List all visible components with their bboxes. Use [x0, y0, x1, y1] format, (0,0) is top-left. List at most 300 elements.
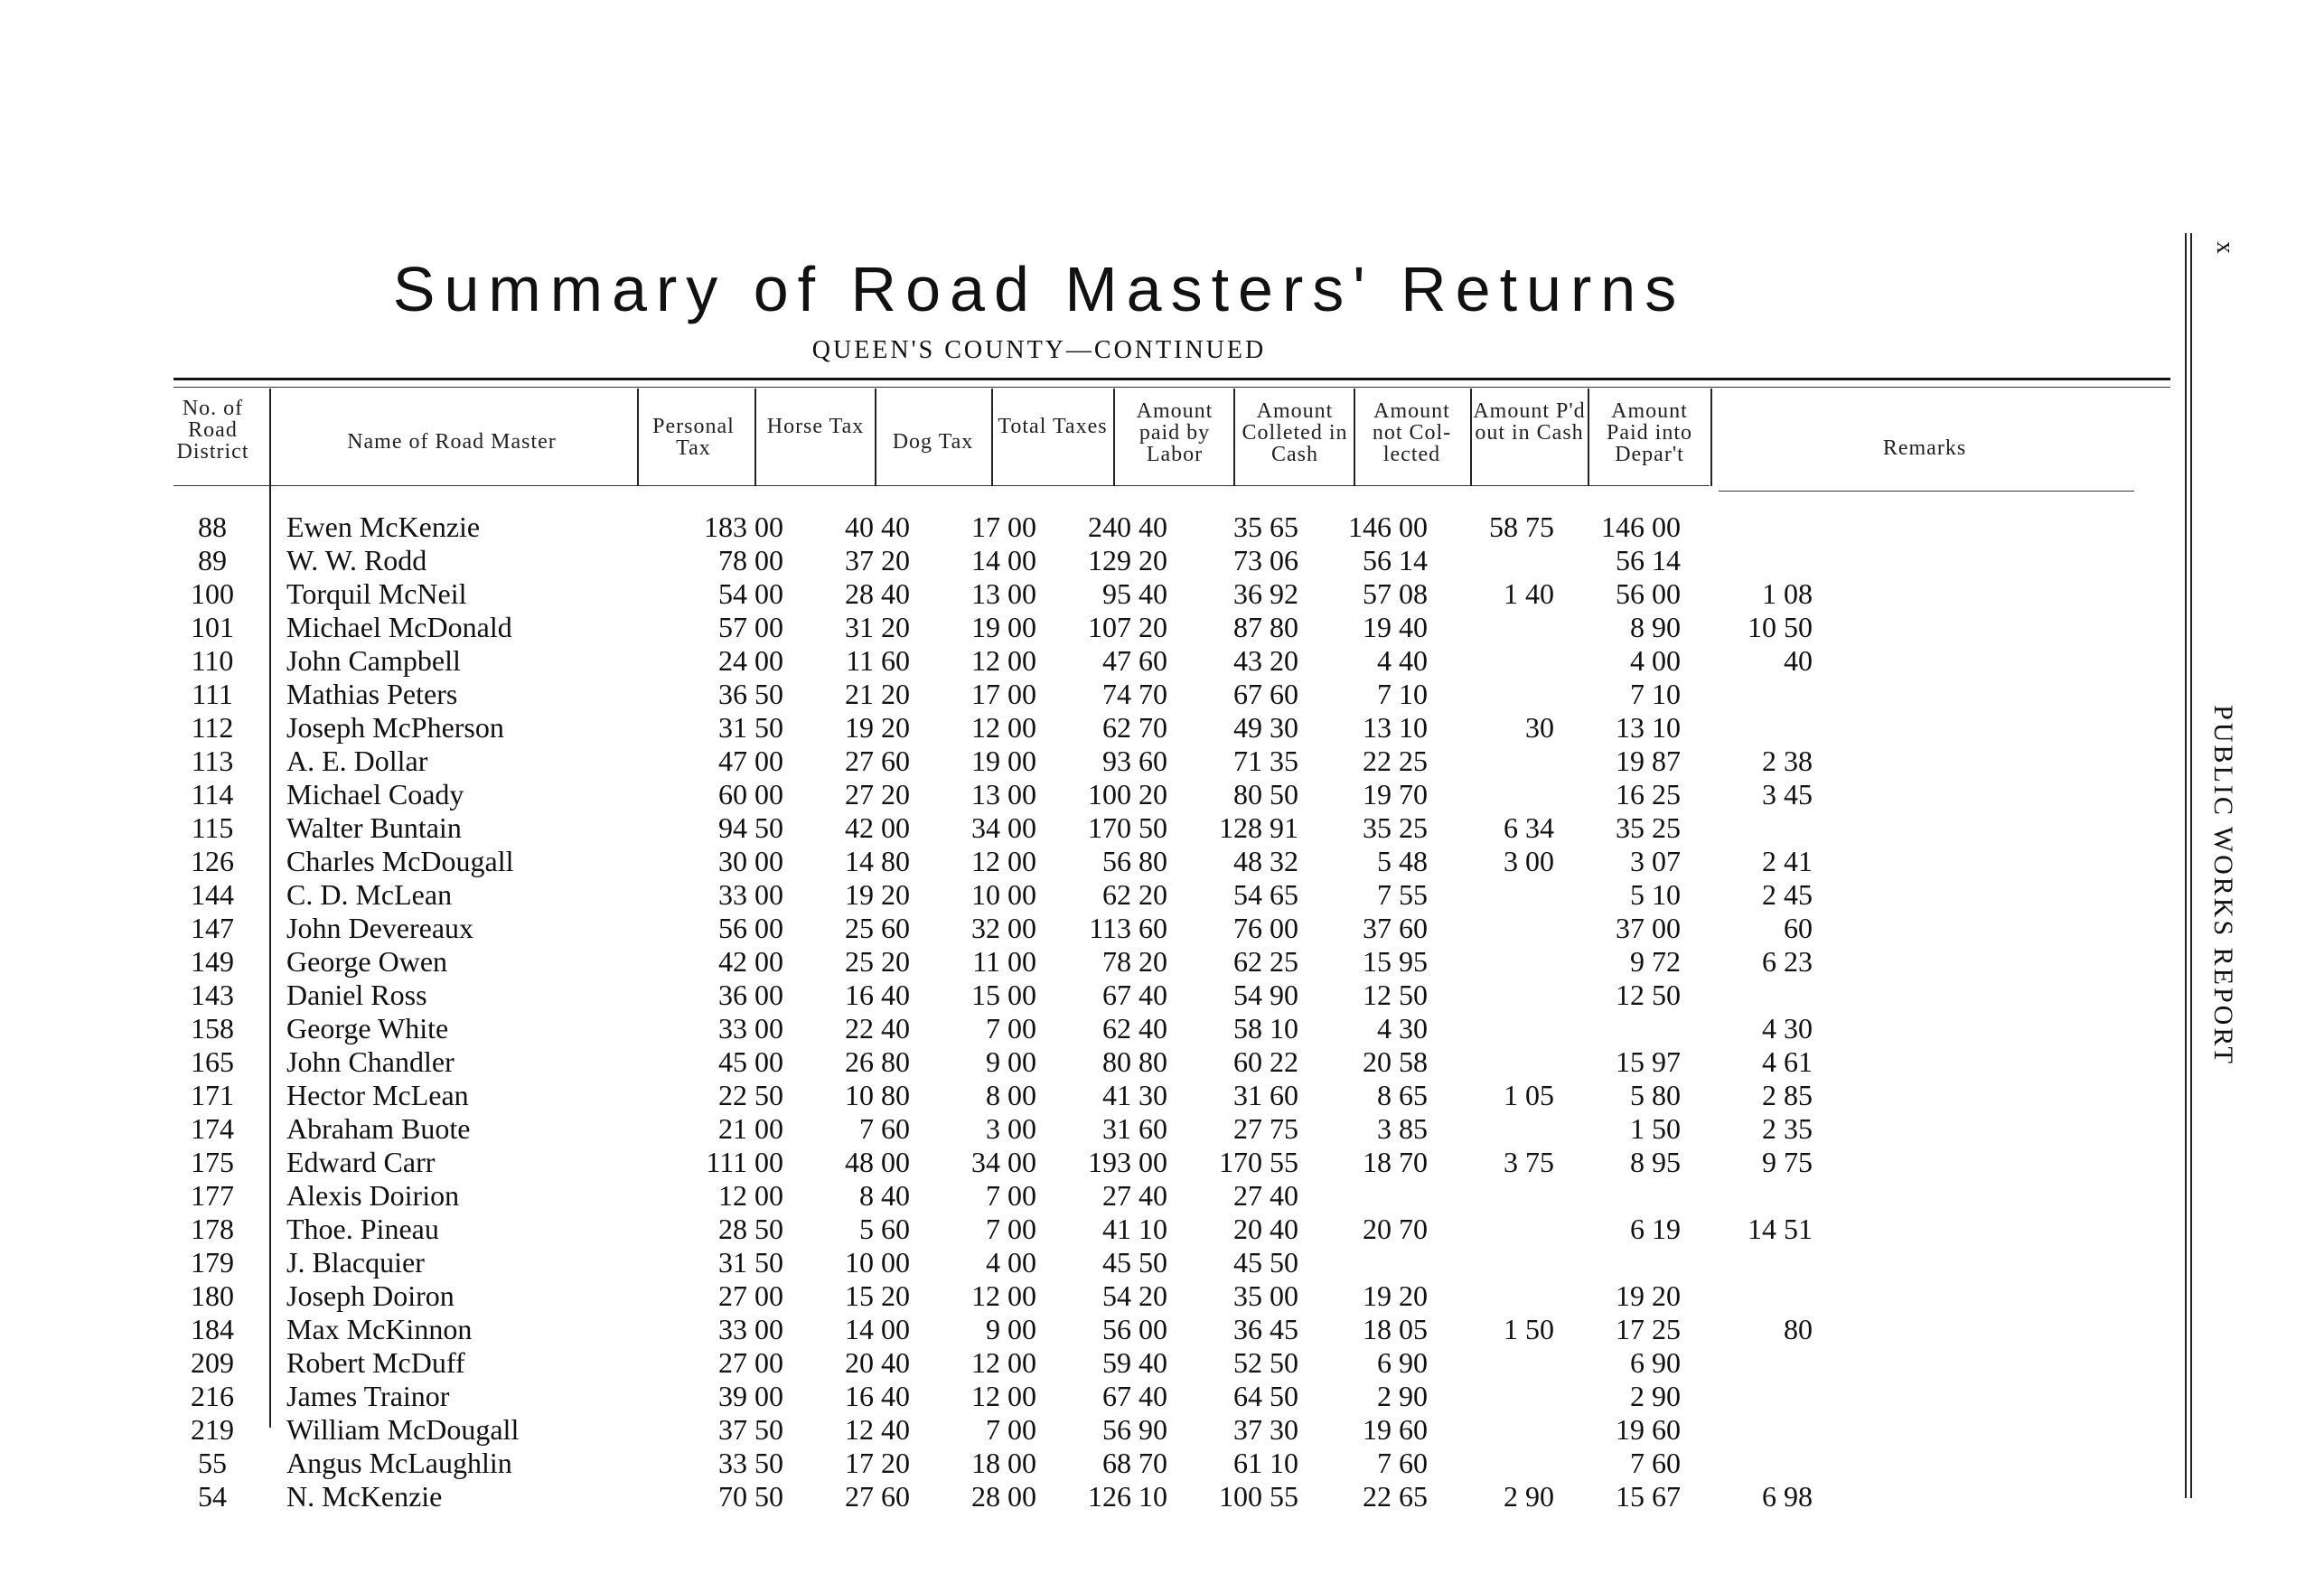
cell-paid-by-labor: 31 60: [1233, 1079, 1298, 1111]
cell-district: 100: [191, 577, 234, 610]
cell-collected-cash: 22 25: [1363, 745, 1428, 777]
table-row: [158, 577, 1822, 611]
cell-district: 149: [191, 945, 234, 978]
cell-district: 179: [191, 1246, 234, 1279]
cell-paid-by-labor: 100 55: [1219, 1480, 1298, 1513]
cell-personal-tax: 31 50: [718, 1246, 783, 1279]
cell-total-taxes: 56 00: [1102, 1313, 1167, 1345]
cell-total-taxes: 170 50: [1088, 811, 1167, 844]
cell-district: 89: [198, 544, 227, 576]
cell-collected-cash: 19 40: [1363, 611, 1428, 643]
header-personal: Personal Tax: [652, 415, 735, 460]
table-row: [158, 1480, 1822, 1513]
cell-paid-depart: [1690, 711, 1822, 745]
table-row: [158, 1447, 1822, 1480]
cell-personal-tax: 36 00: [718, 979, 783, 1011]
cell-horse-tax: 8 40: [859, 1179, 910, 1212]
cell-name: Torquil McNeil: [286, 577, 467, 610]
cell-district: 209: [191, 1346, 234, 1379]
cell-total-taxes: 59 40: [1102, 1346, 1167, 1379]
cell-paid-by-labor: 58 10: [1233, 1012, 1298, 1045]
cell-paid-out-cash: 56 00: [1616, 577, 1681, 610]
cell-personal-tax: 27 00: [718, 1346, 783, 1379]
col-rule-7: [1233, 389, 1235, 486]
cell-dog-tax: 8 00: [986, 1079, 1036, 1111]
cell-name: N. McKenzie: [286, 1480, 443, 1513]
cell-district: 165: [191, 1045, 234, 1078]
table-row: [158, 1380, 1822, 1413]
cell-paid-depart: 14 51: [1748, 1213, 1813, 1245]
col-rule-2: [637, 389, 639, 486]
cell-paid-by-labor: 52 50: [1233, 1346, 1298, 1379]
cell-personal-tax: 36 50: [718, 678, 783, 710]
cell-paid-depart: [1690, 1279, 1822, 1313]
cell-name: Robert McDuff: [286, 1346, 465, 1379]
cell-paid-out-cash: [1563, 1246, 1690, 1279]
cell-not-collected: [1437, 1346, 1563, 1380]
cell-paid-by-labor: 27 75: [1233, 1112, 1298, 1145]
cell-paid-by-labor: 43 20: [1233, 644, 1298, 677]
cell-not-collected: 1 50: [1504, 1313, 1554, 1345]
cell-horse-tax: 25 20: [845, 945, 910, 978]
table-row: [158, 644, 1822, 678]
cell-total-taxes: 113 60: [1089, 912, 1167, 944]
cell-name: Abraham Buote: [286, 1112, 471, 1145]
cell-name: Alexis Doirion: [286, 1179, 460, 1212]
cell-collected-cash: 19 70: [1363, 778, 1428, 810]
cell-horse-tax: 28 40: [845, 577, 910, 610]
cell-dog-tax: 12 00: [971, 1346, 1036, 1379]
cell-name: Daniel Ross: [286, 979, 427, 1011]
cell-dog-tax: 4 00: [986, 1246, 1036, 1279]
cell-paid-by-labor: 87 80: [1233, 611, 1298, 643]
cell-paid-depart: [1690, 1380, 1822, 1413]
table-row: [158, 611, 1822, 644]
table-top-rule: [173, 378, 2170, 380]
cell-dog-tax: 10 00: [971, 878, 1036, 911]
header-dog: Dog Tax: [892, 430, 974, 454]
cell-paid-out-cash: 2 90: [1630, 1380, 1681, 1412]
cell-dog-tax: 3 00: [986, 1112, 1036, 1145]
cell-dog-tax: 9 00: [986, 1045, 1036, 1078]
table-row: [158, 1079, 1822, 1112]
cell-total-taxes: 129 20: [1088, 544, 1167, 576]
cell-paid-out-cash: 15 97: [1616, 1045, 1681, 1078]
cell-district: 177: [191, 1179, 234, 1212]
cell-personal-tax: 33 00: [718, 1313, 783, 1345]
cell-horse-tax: 7 60: [859, 1112, 910, 1145]
cell-collected-cash: 12 50: [1363, 979, 1428, 1011]
col-rule-10: [1588, 389, 1589, 486]
cell-paid-by-labor: 54 90: [1233, 979, 1298, 1011]
cell-personal-tax: 12 00: [718, 1179, 783, 1212]
cell-collected-cash: 22 65: [1363, 1480, 1428, 1513]
cell-paid-out-cash: 19 60: [1616, 1413, 1681, 1446]
cell-paid-depart: [1690, 678, 1822, 711]
cell-personal-tax: 94 50: [718, 811, 783, 844]
header-depart: Amount Paid into Depar't: [1606, 399, 1692, 466]
cell-personal-tax: 47 00: [718, 745, 783, 777]
cell-collected-cash: [1307, 1179, 1437, 1213]
cell-paid-by-labor: 170 55: [1219, 1146, 1298, 1178]
cell-name: Michael Coady: [286, 778, 464, 810]
cell-total-taxes: 107 20: [1088, 611, 1167, 643]
cell-dog-tax: 7 00: [986, 1413, 1036, 1446]
table-row: [158, 1313, 1822, 1346]
cell-district: 55: [198, 1447, 227, 1479]
cell-paid-out-cash: [1563, 1179, 1690, 1213]
cell-personal-tax: 45 00: [718, 1045, 783, 1078]
table-row: [158, 878, 1822, 912]
table-row: [158, 945, 1822, 979]
cell-name: Edward Carr: [286, 1146, 436, 1178]
cell-not-collected: [1437, 945, 1563, 979]
remarks-bottom-rule: [1719, 491, 2134, 492]
cell-paid-out-cash: 3 07: [1630, 845, 1681, 877]
cell-paid-out-cash: 56 14: [1616, 544, 1681, 576]
cell-total-taxes: 80 80: [1102, 1045, 1167, 1078]
header-horse: Horse Tax: [766, 415, 865, 438]
cell-dog-tax: 34 00: [971, 1146, 1036, 1178]
cell-not-collected: [1437, 1380, 1563, 1413]
cell-paid-out-cash: 6 90: [1630, 1346, 1681, 1379]
cell-dog-tax: 14 00: [971, 544, 1036, 576]
cell-paid-depart: [1690, 1179, 1822, 1213]
header-labor: Amount paid by Labor: [1136, 399, 1214, 466]
cell-paid-depart: [1690, 1246, 1822, 1279]
cell-paid-by-labor: 71 35: [1233, 745, 1298, 777]
cell-collected-cash: 5 48: [1377, 845, 1428, 877]
col-rule-3: [754, 389, 756, 486]
cell-dog-tax: 15 00: [971, 979, 1036, 1011]
cell-paid-by-labor: 76 00: [1233, 912, 1298, 944]
col-rule-4: [875, 389, 876, 486]
cell-paid-out-cash: 19 20: [1616, 1279, 1681, 1312]
cell-dog-tax: 17 00: [971, 678, 1036, 710]
header-paid-out: Amount P'd out in Cash: [1473, 399, 1586, 445]
cell-paid-by-labor: 36 45: [1233, 1313, 1298, 1345]
cell-collected-cash: 20 70: [1363, 1213, 1428, 1245]
cell-district: 112: [191, 711, 234, 744]
cell-paid-by-labor: 35 65: [1233, 511, 1298, 543]
cell-personal-tax: 31 50: [718, 711, 783, 744]
cell-paid-depart: 1 08: [1762, 577, 1813, 610]
cell-collected-cash: 3 85: [1377, 1112, 1428, 1145]
cell-paid-depart: 4 61: [1762, 1045, 1813, 1078]
cell-paid-out-cash: 8 95: [1630, 1146, 1681, 1178]
header-total: Total Taxes: [998, 415, 1108, 438]
cell-not-collected: 58 75: [1489, 511, 1554, 543]
table-top-rule-thin: [173, 387, 2170, 388]
cell-not-collected: [1437, 1279, 1563, 1313]
cell-district: 175: [191, 1146, 234, 1178]
cell-not-collected: 1 40: [1504, 577, 1554, 610]
cell-paid-out-cash: 5 80: [1630, 1079, 1681, 1111]
cell-horse-tax: 37 20: [845, 544, 910, 576]
cell-total-taxes: 67 40: [1102, 979, 1167, 1011]
header-district: No. of Road District: [176, 397, 249, 464]
table-row: [158, 544, 1822, 577]
cell-paid-depart: 2 38: [1762, 745, 1813, 777]
returns-table-body: [158, 511, 1822, 1513]
cell-collected-cash: 19 60: [1363, 1413, 1428, 1446]
cell-not-collected: [1437, 979, 1563, 1012]
cell-paid-depart: 60: [1784, 912, 1813, 944]
cell-name: John Campbell: [286, 644, 461, 677]
cell-horse-tax: 22 40: [845, 1012, 910, 1045]
cell-total-taxes: 78 20: [1102, 945, 1167, 978]
table-row: [158, 1246, 1822, 1279]
cell-personal-tax: 57 00: [718, 611, 783, 643]
cell-name: Thoe. Pineau: [286, 1213, 439, 1245]
cell-dog-tax: 7 00: [986, 1179, 1036, 1212]
cell-paid-out-cash: 13 10: [1616, 711, 1681, 744]
table-row: [158, 1146, 1822, 1179]
cell-total-taxes: 47 60: [1102, 644, 1167, 677]
cell-collected-cash: 4 40: [1377, 644, 1428, 677]
header-not-collected: Amount not Col-lected: [1372, 399, 1452, 466]
cell-collected-cash: 19 20: [1363, 1279, 1428, 1312]
cell-total-taxes: 95 40: [1102, 577, 1167, 610]
header-name: Name of Road Master: [347, 430, 557, 454]
cell-district: 110: [191, 644, 234, 677]
cell-total-taxes: 62 70: [1102, 711, 1167, 744]
cell-paid-out-cash: 5 10: [1630, 878, 1681, 911]
cell-paid-out-cash: 4 00: [1630, 644, 1681, 677]
cell-paid-by-labor: 54 65: [1233, 878, 1298, 911]
table-row: [158, 778, 1822, 811]
cell-paid-depart: 3 45: [1762, 778, 1813, 810]
cell-name: Angus McLaughlin: [286, 1447, 512, 1479]
table-row: [158, 745, 1822, 778]
cell-collected-cash: 7 10: [1377, 678, 1428, 710]
table-row: [158, 511, 1822, 544]
cell-paid-by-labor: 49 30: [1233, 711, 1298, 744]
cell-district: 115: [191, 811, 234, 844]
cell-paid-depart: [1690, 979, 1822, 1012]
table-row: [158, 1346, 1822, 1380]
cell-dog-tax: 12 00: [971, 1380, 1036, 1412]
cell-personal-tax: 33 50: [718, 1447, 783, 1479]
cell-paid-by-labor: 60 22: [1233, 1045, 1298, 1078]
cell-collected-cash: 18 70: [1363, 1146, 1428, 1178]
cell-district: 178: [191, 1213, 234, 1245]
cell-name: James Trainor: [286, 1380, 450, 1412]
cell-paid-by-labor: 128 91: [1219, 811, 1298, 844]
cell-paid-by-labor: 36 92: [1233, 577, 1298, 610]
cell-district: 216: [191, 1380, 234, 1412]
cell-paid-out-cash: 7 10: [1630, 678, 1681, 710]
cell-personal-tax: 24 00: [718, 644, 783, 677]
cell-not-collected: [1437, 1179, 1563, 1213]
cell-personal-tax: 70 50: [718, 1480, 783, 1513]
cell-dog-tax: 34 00: [971, 811, 1036, 844]
cell-paid-by-labor: 45 50: [1233, 1246, 1298, 1279]
cell-district: 113: [191, 745, 234, 777]
cell-total-taxes: 41 30: [1102, 1079, 1167, 1111]
cell-total-taxes: 74 70: [1102, 678, 1167, 710]
header-bottom-rule: [173, 485, 1710, 486]
cell-collected-cash: 20 58: [1363, 1045, 1428, 1078]
cell-paid-by-labor: 37 30: [1233, 1413, 1298, 1446]
table-row: [158, 979, 1822, 1012]
cell-personal-tax: 30 00: [718, 845, 783, 877]
cell-paid-out-cash: 17 25: [1616, 1313, 1681, 1345]
cell-paid-depart: 10 50: [1748, 611, 1813, 643]
cell-not-collected: [1437, 644, 1563, 678]
cell-dog-tax: 12 00: [971, 644, 1036, 677]
cell-paid-by-labor: 62 25: [1233, 945, 1298, 978]
cell-name: Max McKinnon: [286, 1313, 473, 1345]
cell-collected-cash: 37 60: [1363, 912, 1428, 944]
cell-not-collected: [1437, 1012, 1563, 1045]
cell-horse-tax: 27 60: [845, 1480, 910, 1513]
cell-name: John Devereaux: [286, 912, 474, 944]
cell-not-collected: 30: [1525, 711, 1554, 744]
table-row: [158, 1179, 1822, 1213]
cell-horse-tax: 10 80: [845, 1079, 910, 1111]
returns-table: [158, 511, 1822, 1513]
cell-paid-out-cash: 6 19: [1630, 1213, 1681, 1245]
cell-dog-tax: 7 00: [986, 1213, 1036, 1245]
table-row: [158, 1213, 1822, 1246]
cell-paid-out-cash: 35 25: [1616, 811, 1681, 844]
cell-horse-tax: 27 60: [845, 745, 910, 777]
cell-total-taxes: 93 60: [1102, 745, 1167, 777]
cell-district: 147: [191, 912, 234, 944]
cell-district: 54: [198, 1480, 227, 1513]
cell-district: 143: [191, 979, 234, 1011]
col-rule-5: [991, 389, 993, 486]
cell-personal-tax: 111 00: [706, 1146, 783, 1178]
cell-total-taxes: 67 40: [1102, 1380, 1167, 1412]
cell-horse-tax: 26 80: [845, 1045, 910, 1078]
cell-horse-tax: 12 40: [845, 1413, 910, 1446]
cell-horse-tax: 40 40: [845, 511, 910, 543]
cell-not-collected: 1 05: [1504, 1079, 1554, 1111]
cell-personal-tax: 33 00: [718, 1012, 783, 1045]
cell-total-taxes: 240 40: [1088, 511, 1167, 543]
cell-dog-tax: 18 00: [971, 1447, 1036, 1479]
cell-personal-tax: 54 00: [718, 577, 783, 610]
cell-name: A. E. Dollar: [286, 745, 428, 777]
cell-horse-tax: 16 40: [845, 979, 910, 1011]
col-rule-8: [1354, 389, 1355, 486]
cell-horse-tax: 19 20: [845, 711, 910, 744]
cell-total-taxes: 193 00: [1088, 1146, 1167, 1178]
table-row: [158, 1045, 1822, 1079]
cell-collected-cash: [1307, 1246, 1437, 1279]
cell-paid-depart: [1690, 544, 1822, 577]
cell-personal-tax: 56 00: [718, 912, 783, 944]
cell-dog-tax: 9 00: [986, 1313, 1036, 1345]
cell-district: 174: [191, 1112, 234, 1145]
cell-paid-out-cash: 9 72: [1630, 945, 1681, 978]
cell-not-collected: 6 34: [1504, 811, 1554, 844]
cell-horse-tax: 11 60: [846, 644, 910, 677]
cell-total-taxes: 126 10: [1088, 1480, 1167, 1513]
cell-paid-out-cash: 8 90: [1630, 611, 1681, 643]
cell-horse-tax: 25 60: [845, 912, 910, 944]
cell-collected-cash: 57 08: [1363, 577, 1428, 610]
cell-horse-tax: 14 80: [845, 845, 910, 877]
cell-paid-depart: 6 23: [1762, 945, 1813, 978]
cell-horse-tax: 27 20: [845, 778, 910, 810]
cell-personal-tax: 183 00: [704, 511, 783, 543]
cell-paid-depart: [1690, 1413, 1822, 1447]
cell-personal-tax: 33 00: [718, 878, 783, 911]
cell-name: Michael McDonald: [286, 611, 512, 643]
cell-paid-by-labor: 27 40: [1233, 1179, 1298, 1212]
cell-not-collected: [1437, 1045, 1563, 1079]
cell-horse-tax: 42 00: [845, 811, 910, 844]
cell-collected-cash: 6 90: [1377, 1346, 1428, 1379]
cell-not-collected: [1437, 1112, 1563, 1146]
running-title: [2205, 678, 2241, 1093]
cell-horse-tax: 14 00: [845, 1313, 910, 1345]
cell-not-collected: [1437, 912, 1563, 945]
cell-district: 101: [191, 611, 234, 643]
cell-horse-tax: 48 00: [845, 1146, 910, 1178]
cell-paid-by-labor: 20 40: [1233, 1213, 1298, 1245]
table-row: [158, 1112, 1822, 1146]
cell-dog-tax: 12 00: [971, 711, 1036, 744]
cell-not-collected: [1437, 611, 1563, 644]
cell-horse-tax: 15 20: [845, 1279, 910, 1312]
cell-paid-out-cash: 15 67: [1616, 1480, 1681, 1513]
cell-dog-tax: 7 00: [986, 1012, 1036, 1045]
margin-rule: [2185, 233, 2187, 1498]
cell-paid-depart: [1690, 1346, 1822, 1380]
cell-not-collected: [1437, 1246, 1563, 1279]
cell-district: 171: [191, 1079, 234, 1111]
cell-paid-out-cash: 7 60: [1630, 1447, 1681, 1479]
cell-personal-tax: 42 00: [718, 945, 783, 978]
page-number: x: [2211, 241, 2239, 254]
cell-personal-tax: 39 00: [718, 1380, 783, 1412]
margin-rule-inner: [2190, 233, 2192, 1498]
cell-paid-by-labor: 67 60: [1233, 678, 1298, 710]
cell-not-collected: 3 75: [1504, 1146, 1554, 1178]
cell-dog-tax: 11 00: [972, 945, 1036, 978]
cell-personal-tax: 27 00: [718, 1279, 783, 1312]
cell-dog-tax: 19 00: [971, 611, 1036, 643]
cell-paid-out-cash: 37 00: [1616, 912, 1681, 944]
cell-horse-tax: 5 60: [859, 1213, 910, 1245]
cell-not-collected: [1437, 544, 1563, 577]
page-title: Summary of Road Masters' Returns: [392, 254, 1686, 324]
cell-name: Joseph Doiron: [286, 1279, 454, 1312]
cell-horse-tax: 16 40: [845, 1380, 910, 1412]
cell-district: 126: [191, 845, 234, 877]
cell-total-taxes: 100 20: [1088, 778, 1167, 810]
cell-paid-out-cash: 19 87: [1616, 745, 1681, 777]
col-rule-6: [1113, 389, 1115, 486]
cell-district: 88: [198, 511, 227, 543]
cell-district: 114: [191, 778, 234, 810]
cell-paid-depart: 2 85: [1762, 1079, 1813, 1111]
cell-district: 158: [191, 1012, 234, 1045]
cell-collected-cash: 18 05: [1363, 1313, 1428, 1345]
cell-name: Hector McLean: [286, 1079, 469, 1111]
col-rule-11: [1710, 389, 1712, 486]
cell-personal-tax: 21 00: [718, 1112, 783, 1145]
page-subtitle: QUEEN'S COUNTY—CONTINUED: [811, 336, 1267, 364]
cell-district: 219: [191, 1413, 234, 1446]
cell-horse-tax: 31 20: [845, 611, 910, 643]
cell-total-taxes: 41 10: [1102, 1213, 1167, 1245]
col-rule-9: [1470, 389, 1472, 486]
